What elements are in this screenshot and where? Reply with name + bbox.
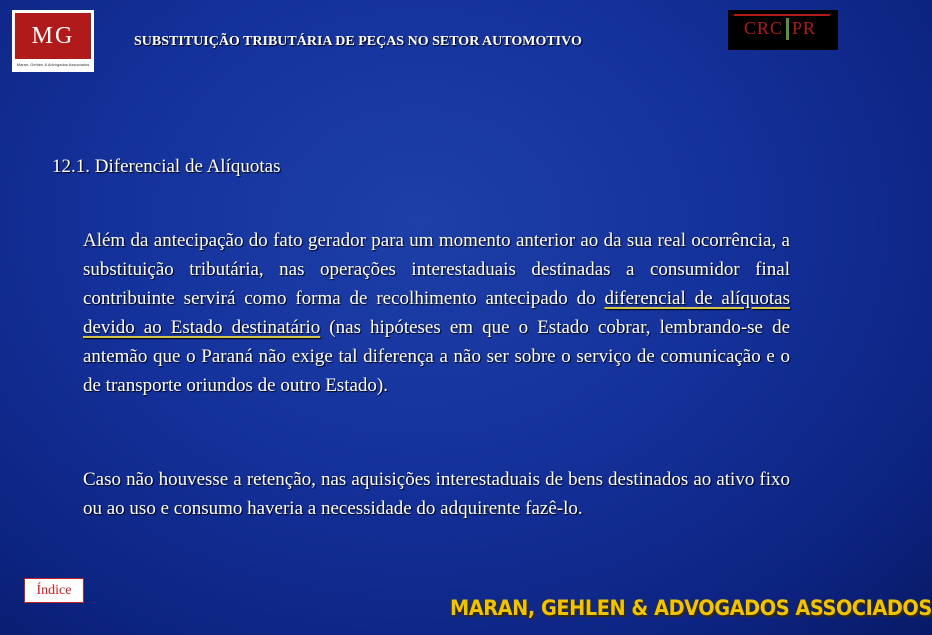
mg-logo-mark: MG xyxy=(15,13,91,59)
section-title: 12.1. Diferencial de Alíquotas xyxy=(52,156,281,177)
mg-logo xyxy=(12,10,94,72)
crc-logo-bar xyxy=(734,14,830,16)
crc-logo-text: CRC xyxy=(744,18,784,38)
indice-button[interactable]: Índice xyxy=(24,578,84,603)
crc-pr-logo xyxy=(728,10,838,50)
mg-logo-tagline: Maran, Gehlen & Advogados Associados xyxy=(16,62,90,67)
paragraph-1-text-b: (nas hipóteses em que o Estado cobrar, lembrando-se de antemão que o Paraná não exige tal diferença a não ser sobre o serviço de comunicação e o de transporte oriundos de outro Estado). xyxy=(83,317,790,396)
crc-logo-separator xyxy=(786,18,789,40)
crc-logo-text-pr: PR xyxy=(792,18,817,38)
paragraph-2: Caso não houvesse a retenção, nas aquisições interestaduais de bens destinados ao ativo fixo ou ao uso e consumo haveria a necessidade do adquirente fazê-lo. xyxy=(83,469,790,519)
paragraph-1-text-a: Além da antecipação do fato gerador para um momento anterior ao da sua real ocorrência, a substituição tributária, nas operações interestaduais destinadas a consumidor final contribuinte servirá como forma de recolhimento antecipado do xyxy=(83,230,790,309)
diferencial-aliquotas-link[interactable]: diferencial de alíquotas devido ao Estado destinatário xyxy=(83,288,790,338)
firm-name: MARAN, GEHLEN & ADVOGADOS ASSOCIADOS xyxy=(450,596,932,620)
header-title: SUBSTITUIÇÃO TRIBUTÁRIA DE PEÇAS NO SETOR AUTOMOTIVO xyxy=(134,34,582,49)
paragraph-1 xyxy=(83,226,790,400)
